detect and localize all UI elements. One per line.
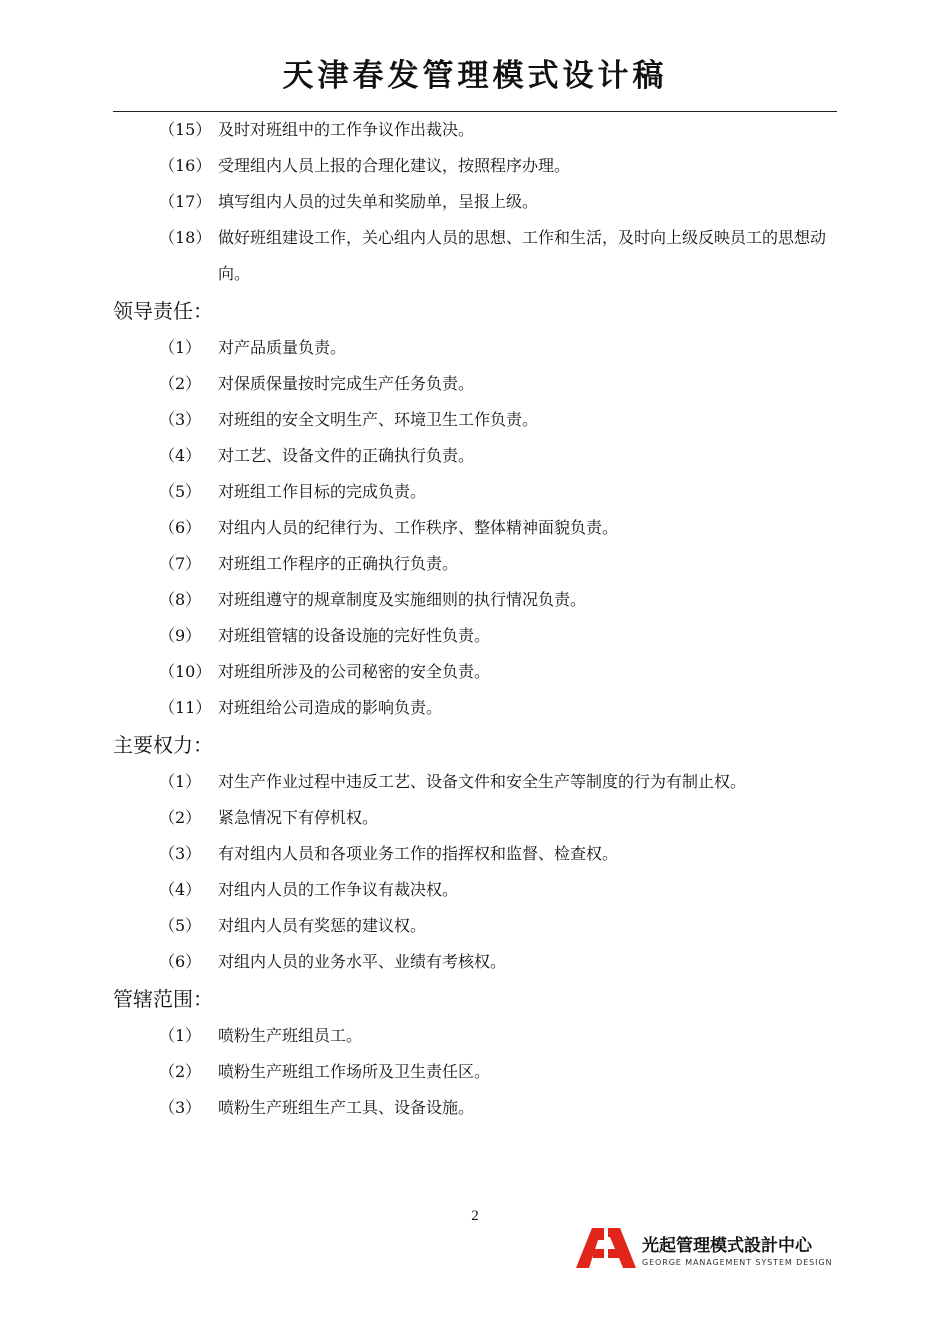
item-text: 对班组遵守的规章制度及实施细则的执行情况负责。 (218, 590, 587, 609)
item-number: （1） (159, 772, 202, 791)
logo-chinese-name: 光起管理模式設計中心 (642, 1236, 812, 1256)
logo-a-right-leg (608, 1228, 636, 1268)
list-item (113, 1018, 837, 1054)
item-text: 填写组内人员的过失单和奖励单，呈报上级。 (218, 192, 539, 211)
logo-a-left-leg (576, 1228, 604, 1268)
item-text: 对生产作业过程中违反工艺、设备文件和安全生产等制度的行为有制止权。 (218, 772, 747, 791)
item-number: （6） (159, 952, 202, 971)
section-jurisdiction (113, 980, 837, 1126)
item-text: 对班组的安全文明生产、环境卫生工作负责。 (218, 410, 539, 429)
list-item (113, 836, 837, 872)
item-text: 有对组内人员和各项业务工作的指挥权和监督、检查权。 (218, 844, 619, 863)
continued-list (113, 112, 837, 292)
item-number: （9） (159, 626, 202, 645)
list-item (113, 184, 837, 220)
list-item (113, 618, 837, 654)
list-item (113, 944, 837, 980)
item-text: 对班组工作目标的完成负责。 (218, 482, 427, 501)
list-item (113, 112, 837, 148)
section-heading: 领导责任： (113, 299, 213, 323)
item-number: （4） (159, 446, 202, 465)
item-text: 喷粉生产班组员工。 (218, 1026, 363, 1045)
list-item (113, 1090, 837, 1126)
item-number: （11） (159, 698, 212, 717)
page-number: 2 (471, 1208, 479, 1224)
item-text: 做好班组建设工作，关心组内人员的思想、工作和生活，及时向上级反映员工的思想动向。 (218, 228, 827, 283)
item-text: 对组内人员的业务水平、业绩有考核权。 (218, 952, 507, 971)
item-text: 对班组给公司造成的影响负责。 (218, 698, 443, 717)
item-text: 对保质保量按时完成生产任务负责。 (218, 374, 475, 393)
item-number: （1） (159, 1026, 202, 1045)
item-number: （3） (159, 844, 202, 863)
list-item (113, 366, 837, 402)
company-logo (576, 1228, 838, 1272)
item-text: 喷粉生产班组生产工具、设备设施。 (218, 1098, 475, 1117)
item-number: （2） (159, 808, 202, 827)
section-main-powers (113, 726, 837, 980)
item-number: （1） (159, 338, 202, 357)
item-number: （5） (159, 916, 202, 935)
item-text: 紧急情况下有停机权。 (218, 808, 379, 827)
item-text: 对班组工作程序的正确执行负责。 (218, 554, 459, 573)
item-text: 对班组管辖的设备设施的完好性负责。 (218, 626, 491, 645)
list-item (113, 402, 837, 438)
item-number: （3） (159, 1098, 202, 1117)
item-number: （2） (159, 374, 202, 393)
item-text: 喷粉生产班组工作场所及卫生责任区。 (218, 1062, 491, 1081)
list-item (113, 654, 837, 690)
list-item (113, 1054, 837, 1090)
section-heading: 管辖范围： (113, 987, 213, 1011)
logo-english-name: GEORGE MANAGEMENT SYSTEM DESIGN (642, 1258, 833, 1267)
list-item (113, 546, 837, 582)
item-number: （18） (159, 228, 212, 247)
item-text: 及时对班组中的工作争议作出裁决。 (218, 120, 475, 139)
item-number: （7） (159, 554, 202, 573)
logo-a-crossbar (593, 1249, 604, 1258)
item-text: 对工艺、设备文件的正确执行负责。 (218, 446, 475, 465)
list-item (113, 474, 837, 510)
item-text: 对组内人员的工作争议有裁决权。 (218, 880, 459, 899)
list-item (113, 330, 837, 366)
item-text: 对组内人员的纪律行为、工作秩序、整体精神面貌负责。 (218, 518, 619, 537)
item-text: 对组内人员有奖惩的建议权。 (218, 916, 427, 935)
list-item (113, 800, 837, 836)
document-body (113, 112, 837, 1126)
list-item (113, 510, 837, 546)
item-number: （5） (159, 482, 202, 501)
item-number: （3） (159, 410, 202, 429)
item-number: （17） (159, 192, 212, 211)
item-number: （10） (159, 662, 212, 681)
item-number: （8） (159, 590, 202, 609)
list-item (113, 690, 837, 726)
item-number: （2） (159, 1062, 202, 1081)
item-number: （4） (159, 880, 202, 899)
item-text: 对班组所涉及的公司秘密的安全负责。 (218, 662, 491, 681)
list-item (113, 764, 837, 800)
item-text: 受理组内人员上报的合理化建议，按照程序办理。 (218, 156, 571, 175)
list-item (113, 872, 837, 908)
list-item (113, 148, 837, 184)
item-number: （15） (159, 120, 212, 139)
logo-a-mark-icon (576, 1228, 638, 1268)
page-title: 天津春发管理模式设计稿 (282, 58, 668, 94)
list-item (113, 438, 837, 474)
item-text: 对产品质量负责。 (218, 338, 347, 357)
item-number: （6） (159, 518, 202, 537)
list-item (113, 908, 837, 944)
item-number: （16） (159, 156, 212, 175)
list-item (113, 220, 837, 292)
section-leadership-responsibility (113, 292, 837, 726)
list-item (113, 582, 837, 618)
section-heading: 主要权力： (113, 733, 213, 757)
